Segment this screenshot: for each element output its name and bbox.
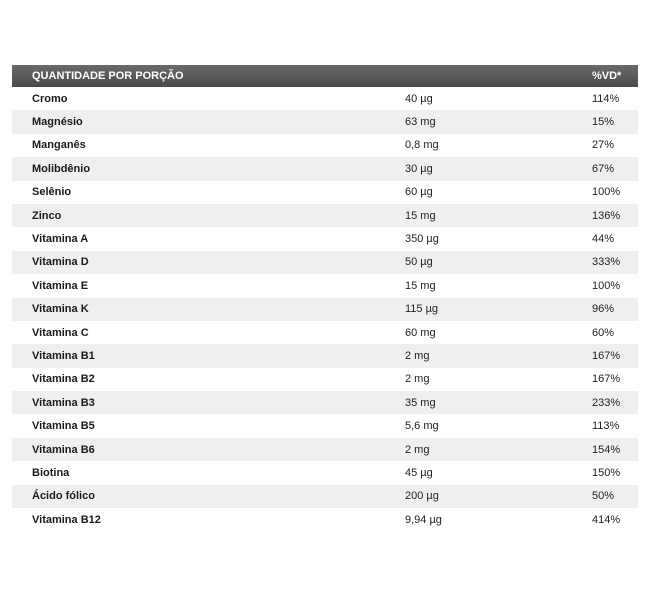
nutrient-amount: 115 µg (405, 303, 439, 316)
table-row (12, 344, 638, 367)
nutrient-amount: 5,6 mg (405, 420, 439, 433)
table-row (12, 461, 638, 484)
nutrient-vd: 50% (592, 490, 615, 503)
table-row (12, 368, 638, 391)
nutrient-vd: 333% (592, 256, 621, 269)
nutrient-amount: 45 µg (405, 466, 433, 479)
table-row (12, 414, 638, 437)
nutrient-vd: 100% (592, 279, 621, 292)
nutrient-amount: 30 µg (405, 162, 433, 175)
table-row (12, 251, 638, 274)
nutrient-name: Magnésio (32, 116, 83, 129)
nutrient-name: Vitamina C (32, 326, 89, 339)
table-row (12, 204, 638, 227)
nutrient-amount: 40 µg (405, 92, 433, 105)
nutrient-amount: 2 mg (405, 373, 430, 386)
nutrient-amount: 350 µg (405, 233, 439, 246)
table-row (12, 298, 638, 321)
nutrient-vd: 44% (592, 233, 615, 246)
nutrient-vd: 15% (592, 116, 615, 129)
table-row (12, 227, 638, 250)
nutrient-amount: 15 mg (405, 279, 436, 292)
nutrient-vd: 60% (592, 326, 615, 339)
table-row (12, 157, 638, 180)
nutrient-amount: 35 mg (405, 396, 436, 409)
table-row (12, 438, 638, 461)
nutrient-vd: 96% (592, 303, 615, 316)
nutrient-amount: 15 mg (405, 209, 436, 222)
header-vd: %VD* (592, 70, 622, 82)
nutrient-name: Vitamina B6 (32, 443, 95, 456)
nutrient-vd: 167% (592, 349, 621, 362)
nutrient-name: Vitamina B2 (32, 373, 95, 386)
nutrition-table (12, 65, 638, 531)
nutrient-name: Vitamina B1 (32, 349, 95, 362)
nutrient-vd: 113% (592, 420, 620, 433)
nutrient-vd: 100% (592, 186, 621, 199)
nutrient-amount: 0,8 mg (405, 139, 439, 152)
nutrient-amount: 2 mg (405, 349, 430, 362)
nutrient-amount: 2 mg (405, 443, 430, 456)
table-row (12, 485, 638, 508)
table-row (12, 110, 638, 133)
nutrient-name: Ácido fólico (32, 490, 95, 503)
nutrient-vd: 114% (592, 92, 620, 105)
nutrient-name: Vitamina B3 (32, 396, 95, 409)
nutrient-vd: 154% (592, 443, 621, 456)
nutrient-name: Vitamina A (32, 233, 89, 246)
nutrient-vd: 136% (592, 209, 621, 222)
table-row (12, 391, 638, 414)
nutrient-name: Vitamina K (32, 303, 89, 316)
nutrient-amount: 63 mg (405, 116, 436, 129)
nutrient-vd: 167% (592, 373, 621, 386)
nutrient-name: Manganês (32, 139, 86, 152)
nutrient-amount: 9,94 µg (405, 513, 442, 526)
nutrient-vd: 150% (592, 466, 621, 479)
table-row (12, 274, 638, 297)
nutrient-amount: 50 µg (405, 256, 433, 269)
nutrient-vd: 414% (592, 513, 621, 526)
nutrient-name: Vitamina B5 (32, 420, 95, 433)
table-row (12, 508, 638, 531)
nutrient-amount: 60 mg (405, 326, 436, 339)
nutrient-name: Vitamina B12 (32, 513, 101, 526)
nutrient-vd: 233% (592, 396, 621, 409)
nutrient-name: Molibdênio (32, 162, 91, 175)
nutrient-amount: 200 µg (405, 490, 439, 503)
table-row (12, 87, 638, 110)
table-header (12, 65, 638, 87)
header-quantity: QUANTIDADE POR PORÇÃO (32, 70, 184, 82)
nutrient-name: Vitamina E (32, 279, 89, 292)
nutrient-amount: 60 µg (405, 186, 433, 199)
nutrient-vd: 67% (592, 162, 615, 175)
nutrient-name: Selênio (32, 186, 72, 199)
table-row (12, 181, 638, 204)
nutrient-vd: 27% (592, 139, 615, 152)
table-row (12, 134, 638, 157)
nutrient-name: Zinco (32, 209, 62, 222)
nutrient-name: Cromo (32, 92, 68, 105)
nutrient-name: Vitamina D (32, 256, 89, 269)
nutrient-name: Biotina (32, 466, 70, 479)
table-body (12, 87, 638, 531)
table-row (12, 321, 638, 344)
